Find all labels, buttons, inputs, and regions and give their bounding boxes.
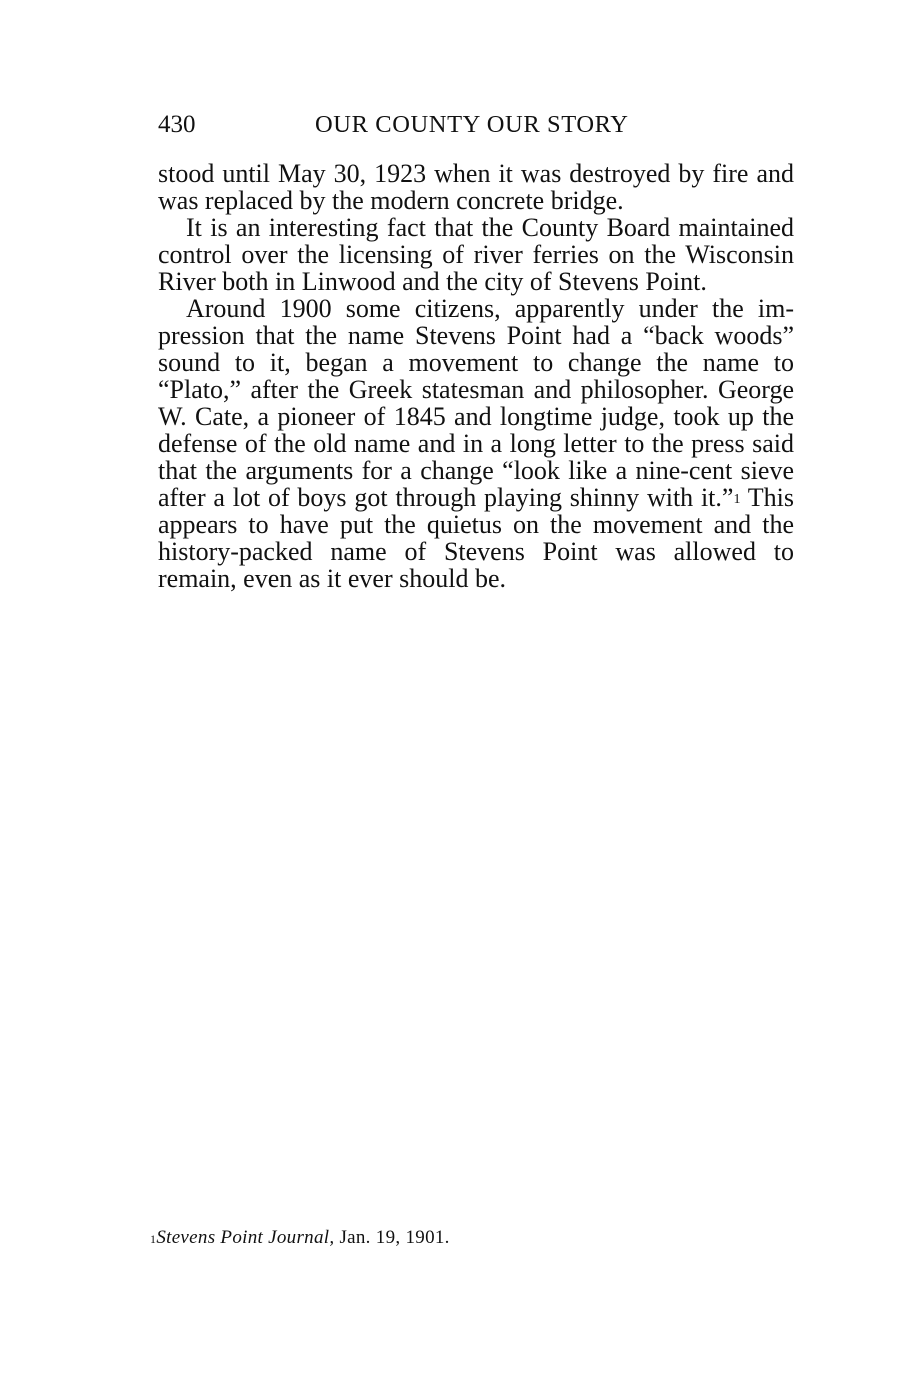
footnote-marker: 1 xyxy=(150,1232,157,1246)
paragraph-text: This appears to have put the quietus on the movement and the history-packed name of Stevens Point was allowed to remain, even as it ever should be. xyxy=(158,483,794,593)
running-head: OUR COUNTY OUR STORY xyxy=(315,111,629,138)
paragraph-text: Around 1900 some citizens, apparently under the impression that the name Stevens Point had a “back woods” sound to it, began a movement to change the name to “Plato,” after the Greek statesman and philosopher. George W. Cate, a pioneer of 1845 and longtime judge, took up the defense of the old name and in a long letter to the press said that the arguments for a change “look like a nine-cent sieve after a lot of boys got through playing shinny with it.” xyxy=(158,294,794,512)
paragraph xyxy=(158,295,794,592)
footnote xyxy=(150,1226,800,1250)
footnote-source: Stevens Point Journal, xyxy=(156,1227,335,1248)
paragraph: It is an interesting fact that the County Board maintained control over the licensing of river ferries on the Wisconsin River both in Linwood and the city of Stevens Point. xyxy=(158,213,794,296)
page-header xyxy=(158,110,794,142)
body-text xyxy=(158,160,794,592)
paragraph: stood until May 30, 1923 when it was destroyed by fire and was replaced by the modern concrete bridge. xyxy=(158,159,794,215)
footnote-reference: 1 xyxy=(733,492,741,507)
page-number: 430 xyxy=(158,111,196,138)
footnote-date: Jan. 19, 1901. xyxy=(334,1227,450,1248)
